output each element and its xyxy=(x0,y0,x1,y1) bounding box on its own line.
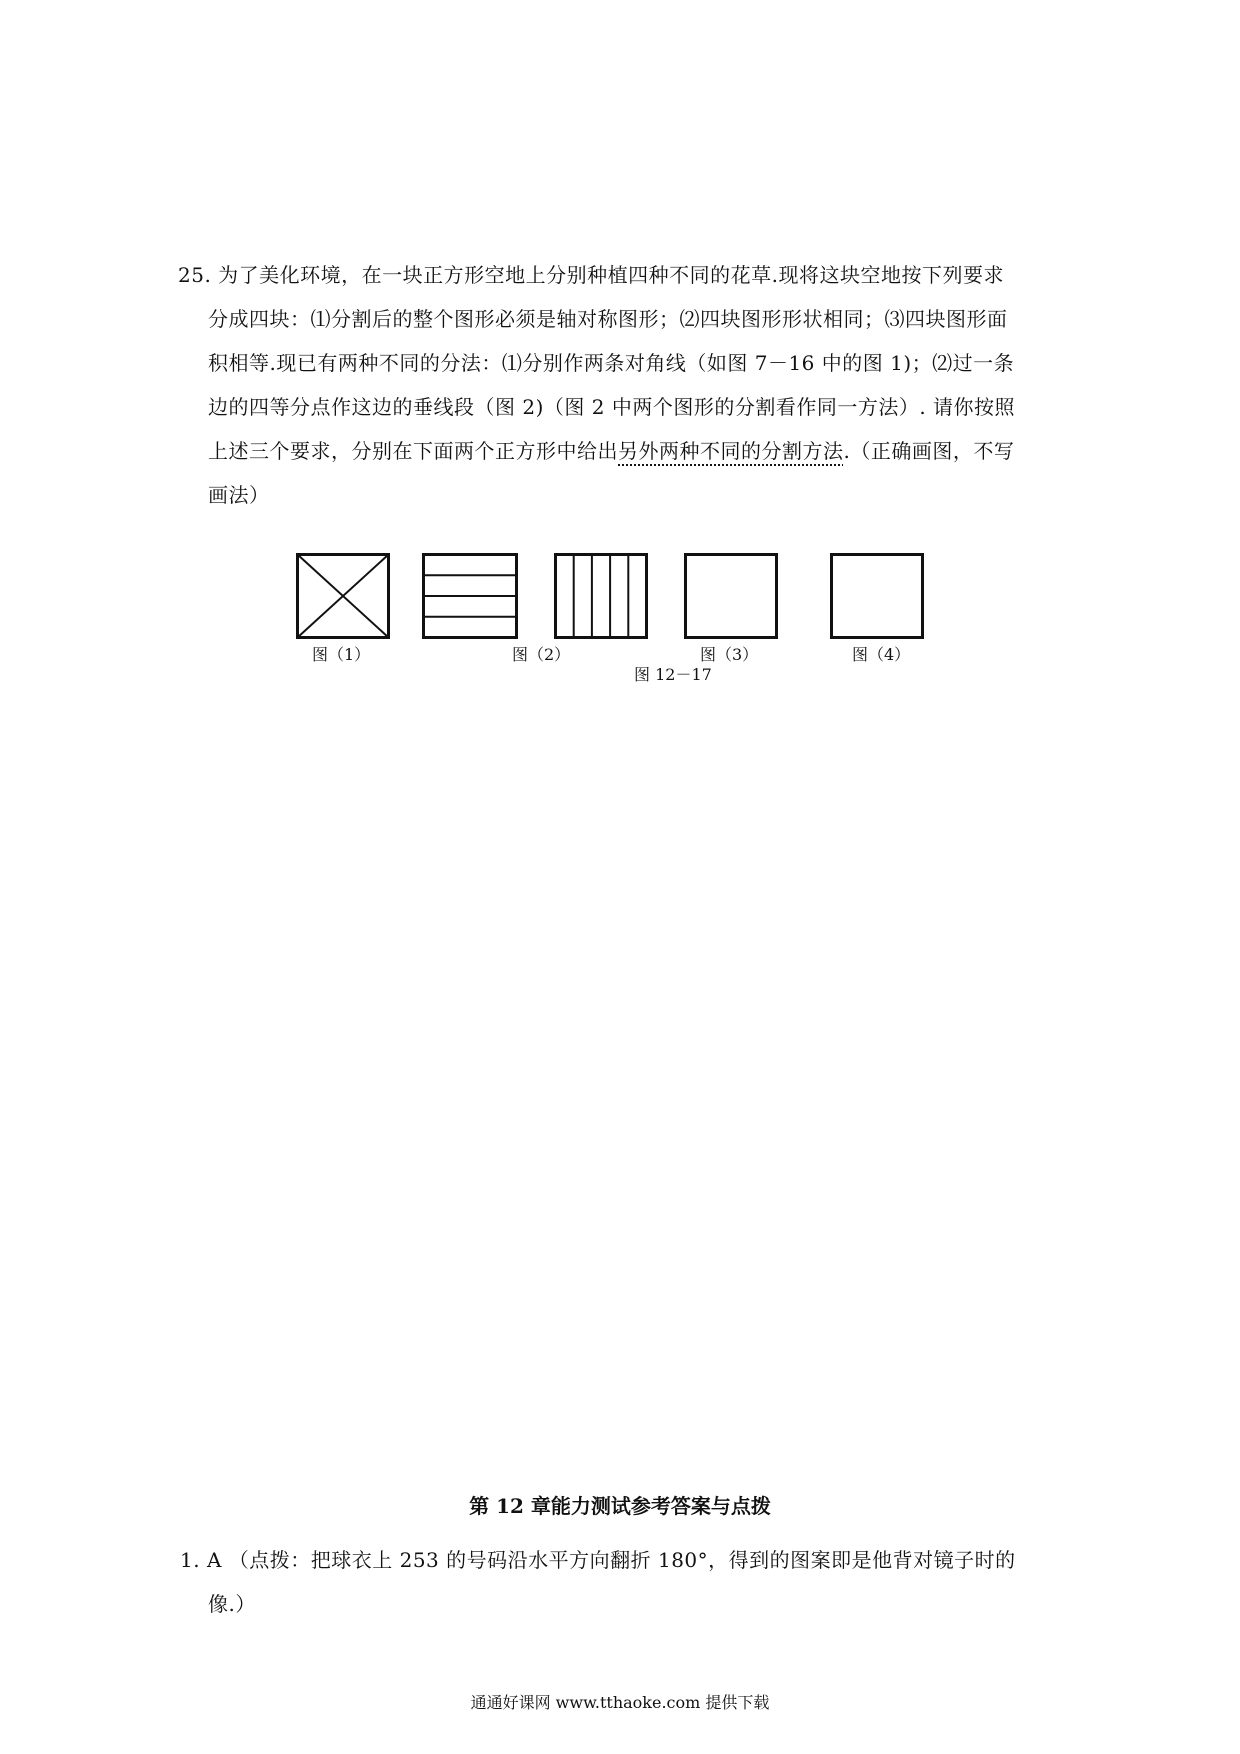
footer-credit: 通通好课网 www.tthaoke.com 提供下载 xyxy=(470,1693,770,1712)
problem-line-2: 分成四块：⑴分割后的整个图形必须是轴对称图形；⑵四块图形形状相同；⑶四块图形面 xyxy=(208,307,1008,331)
figure-caption: 图 12－17 xyxy=(634,665,712,684)
problem-line-4: 边的四等分点作这边的垂线段（图 2)（图 2 中两个图形的分割看作同一方法）. 请你按照 xyxy=(208,395,1016,419)
answer-1 xyxy=(180,1538,1068,1626)
answer-1-line-1: 1. A （点拨：把球衣上 253 的号码沿水平方向翻折 180°，得到的图案即是他背对镜子时的 xyxy=(180,1548,1016,1572)
figure-1-diagonals xyxy=(296,553,390,639)
problem-line-1: 25. 为了美化环境，在一块正方形空地上分别种植四种不同的花草.现将这块空地按下列要求 xyxy=(178,263,1005,287)
problem-line-3: 积相等.现已有两种不同的分法：⑴分别作两条对角线（如图 7－16 中的图 1)；⑵过一条 xyxy=(208,351,1015,375)
figure-2b-vertical-strips xyxy=(554,553,648,639)
figure-4-blank-square xyxy=(830,553,924,639)
figure-1-label: 图（1） xyxy=(312,645,371,664)
figure-4-label: 图（4） xyxy=(852,645,911,664)
answer-1-line-2: 像.） xyxy=(208,1592,256,1616)
figure-3-label: 图（3） xyxy=(700,645,759,664)
figure-2-label: 图（2） xyxy=(512,645,571,664)
figure-2a-horizontal-strips xyxy=(422,553,518,639)
problem-line-6: 画法） xyxy=(208,483,270,507)
answers-title: 第 12 章能力测试参考答案与点拨 xyxy=(469,1494,771,1518)
problem-25 xyxy=(180,253,1068,517)
figure-3-blank-square xyxy=(684,553,778,639)
problem-number: 25. xyxy=(178,263,212,287)
emphasized-phrase: 另外两种不同的分割方法 xyxy=(618,439,844,463)
problem-line-5: 上述三个要求，分别在下面两个正方形中给出另外两种不同的分割方法.（正确画图，不写 xyxy=(208,439,1015,463)
figure-row xyxy=(0,553,1240,683)
